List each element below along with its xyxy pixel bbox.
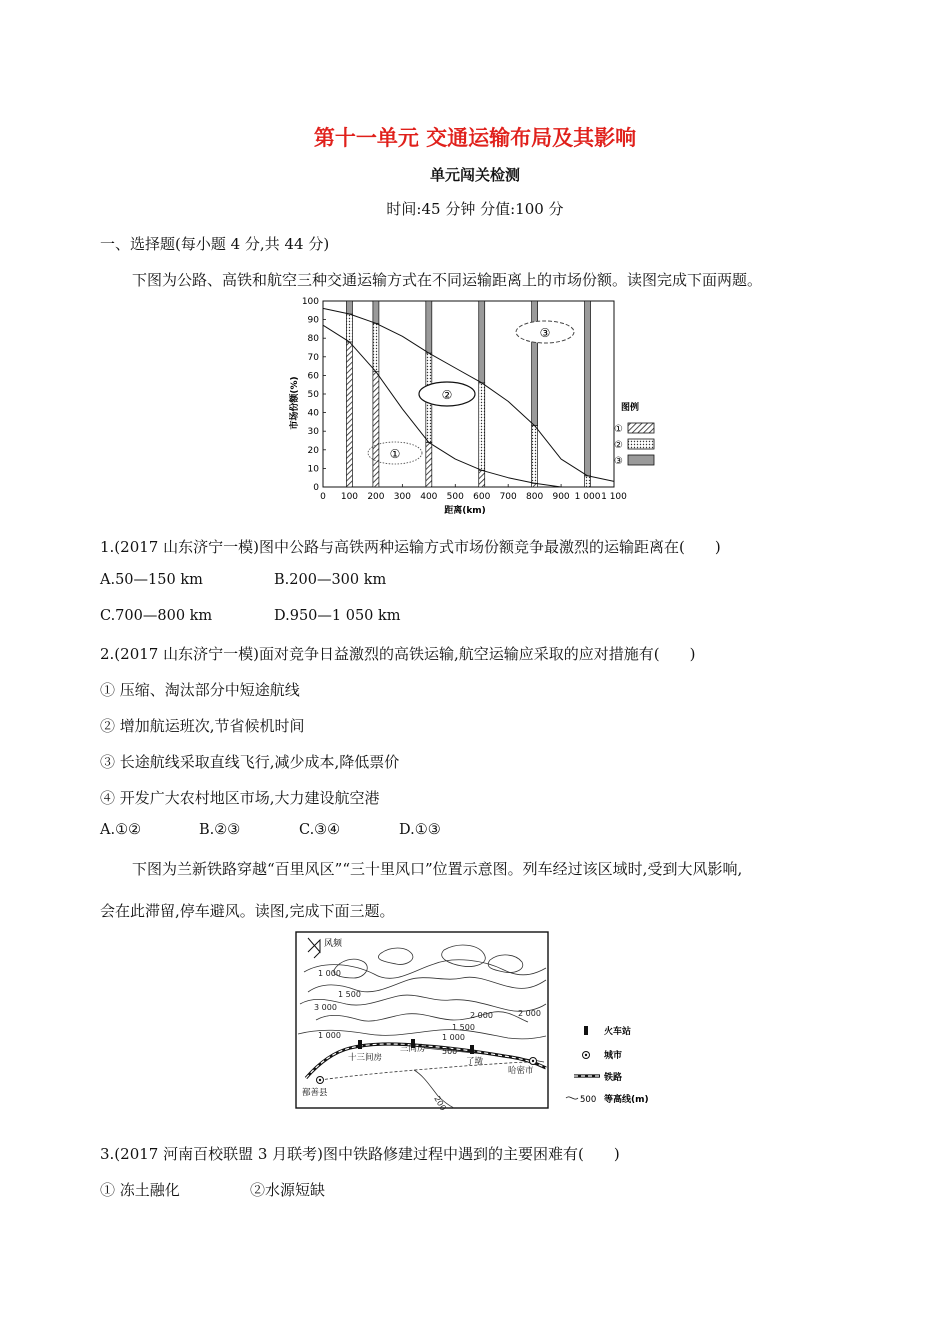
x-tick-label: 200 (367, 492, 385, 502)
y-tick-label: 50 (307, 390, 319, 400)
y-tick-label: 10 (307, 464, 319, 475)
bar-segment (373, 301, 379, 323)
q2-stem: 2.(2017 山东济宁一模)面对竞争日益激烈的高铁运输,航空运输应采取的应对措施有( ) (100, 645, 696, 663)
contour-label: 1 500 (452, 1023, 475, 1032)
x-tick-label: 600 (473, 492, 491, 502)
bar-segment (532, 301, 538, 426)
bar-segment (346, 301, 352, 314)
x-tick-label: 0 (320, 492, 326, 502)
circle-label-2: ② (441, 388, 453, 402)
x-tick-label: 800 (526, 492, 544, 502)
map-frame (296, 932, 548, 1108)
chart-ylabel: 市场份额(%) (290, 376, 300, 430)
q1-stem: 1.(2017 山东济宁一模)图中公路与高铁两种运输方式市场份额竞争最激烈的运输距离在( ) (100, 538, 721, 556)
station-icon (358, 1040, 362, 1049)
lanxin-railway-map (294, 930, 674, 1112)
contour-label: 3 000 (314, 1003, 337, 1012)
q3-stem: 3.(2017 河南百校联盟 3 月联考)图中铁路修建过程中遇到的主要困难有( ) (100, 1145, 620, 1163)
y-tick-label: 100 (301, 297, 319, 307)
bar-segment (532, 426, 538, 484)
contour-label: 1 500 (338, 990, 361, 999)
station-icon (470, 1045, 474, 1054)
bar-segment (585, 476, 591, 487)
place-label: 鄯善县 (302, 1088, 328, 1098)
y-tick-label: 70 (307, 352, 319, 363)
legend-label-2: ② (614, 440, 623, 451)
legend-swatch-2 (628, 439, 654, 449)
place-label: 了墩 (466, 1057, 484, 1067)
x-tick-label: 900 (552, 492, 570, 502)
y-tick-label: 90 (307, 315, 319, 326)
bar-segment (426, 301, 432, 353)
bar-segment (426, 442, 432, 487)
q1-option-c[interactable]: C.700—800 km (100, 608, 213, 624)
bar-segment (346, 314, 352, 342)
x-tick-label: 100 (340, 492, 359, 502)
q3-item-1: ① 冻土融化 (100, 1181, 180, 1199)
legend-swatch-3 (628, 455, 654, 465)
bar-segment (479, 301, 485, 383)
bar-segment (479, 383, 485, 470)
place-label: 十三间房 (348, 1053, 383, 1063)
y-tick-label: 20 (307, 445, 319, 456)
legend-swatch-1 (628, 423, 654, 433)
q2-option-d[interactable]: D.①③ (399, 822, 441, 838)
market-share-chart (285, 293, 665, 518)
legend-contour-icon (566, 1097, 578, 1099)
intro-paragraph-2-line-2: 会在此滞留,停车避风。读图,完成下面三题。 (100, 902, 395, 920)
contour-label: 500 (442, 1047, 458, 1056)
legend-station-label: 火车站 (604, 1027, 632, 1037)
y-tick-label: 60 (307, 371, 319, 382)
contour-label: 1 000 (318, 1031, 341, 1040)
q1-option-d[interactable]: D.950—1 050 km (274, 608, 401, 624)
bar-segment (585, 301, 591, 476)
q2-option-a[interactable]: A.①② (100, 822, 142, 838)
q2-item-3: ③ 长途航线采取直线飞行,减少成本,降低票价 (100, 753, 400, 771)
q2-item-4: ④ 开发广大农村地区市场,大力建设航空港 (100, 789, 380, 807)
q2-item-1: ① 压缩、淘汰部分中短途航线 (100, 681, 300, 699)
wind-label: 风频 (324, 939, 343, 949)
legend-title: 图例 (621, 403, 640, 413)
bar-segment (373, 323, 379, 371)
intro-paragraph-2-line-1: 下图为兰新铁路穿越“百里风区”“三十里风口”位置示意图。列车经过该区域时,受到大风影响, (132, 860, 743, 878)
contour-label: 1 000 (318, 969, 341, 978)
contour-label: 1 000 (442, 1033, 465, 1042)
legend-label-1: ① (614, 424, 623, 435)
contour-label: 200 (432, 1094, 448, 1112)
q2-option-b[interactable]: B.②③ (199, 822, 241, 838)
page-subtitle: 单元闯关检测 (429, 166, 520, 184)
x-tick-label: 400 (420, 492, 438, 502)
x-tick-label: 500 (446, 492, 464, 502)
x-tick-label: 300 (393, 492, 411, 502)
bar-segment (479, 470, 485, 487)
y-tick-label: 30 (307, 427, 319, 438)
x-tick-label: 1 100 (601, 492, 627, 502)
intro-paragraph-1: 下图为公路、高铁和航空三种交通运输方式在不同运输距离上的市场份额。读图完成下面两题。 (132, 271, 763, 289)
page-title: 第十一单元 交通运输布局及其影响 (313, 126, 637, 150)
y-tick-label: 80 (307, 334, 319, 345)
q3-item-2: ②水源短缺 (250, 1181, 326, 1199)
circle-label-1: ① (389, 447, 401, 461)
y-tick-label: 0 (313, 483, 319, 493)
contour-label: 2 000 (470, 1011, 493, 1020)
chart-xlabel: 距离(km) (444, 506, 486, 516)
legend-contour-label: 等高线(m) (604, 1095, 649, 1105)
q1-option-b[interactable]: B.200—300 km (274, 572, 387, 588)
place-label: 三间房 (400, 1044, 426, 1054)
y-tick-label: 40 (307, 408, 319, 419)
legend-railway-label: 铁路 (604, 1073, 623, 1083)
legend-label-3: ③ (614, 456, 623, 467)
x-tick-label: 700 (499, 492, 517, 502)
section-heading: 一、选择题(每小题 4 分,共 44 分) (100, 235, 330, 253)
exam-meta: 时间:45 分钟 分值:100 分 (386, 200, 564, 218)
q2-option-c[interactable]: C.③④ (299, 822, 341, 838)
legend-contour-value: 500 (580, 1095, 597, 1105)
contour-label: 2 000 (518, 1009, 541, 1018)
circle-label-3: ③ (539, 326, 551, 340)
bar-segment (373, 372, 379, 487)
x-tick-label: 1 000 (574, 492, 601, 502)
place-label: 哈密市 (508, 1066, 534, 1076)
legend-station-icon (584, 1026, 588, 1035)
bar-segment (346, 342, 352, 487)
q2-item-2: ② 增加航运班次,节省候机时间 (100, 717, 305, 735)
q1-option-a[interactable]: A.50—150 km (100, 572, 203, 588)
legend-city-label: 城市 (604, 1051, 623, 1061)
